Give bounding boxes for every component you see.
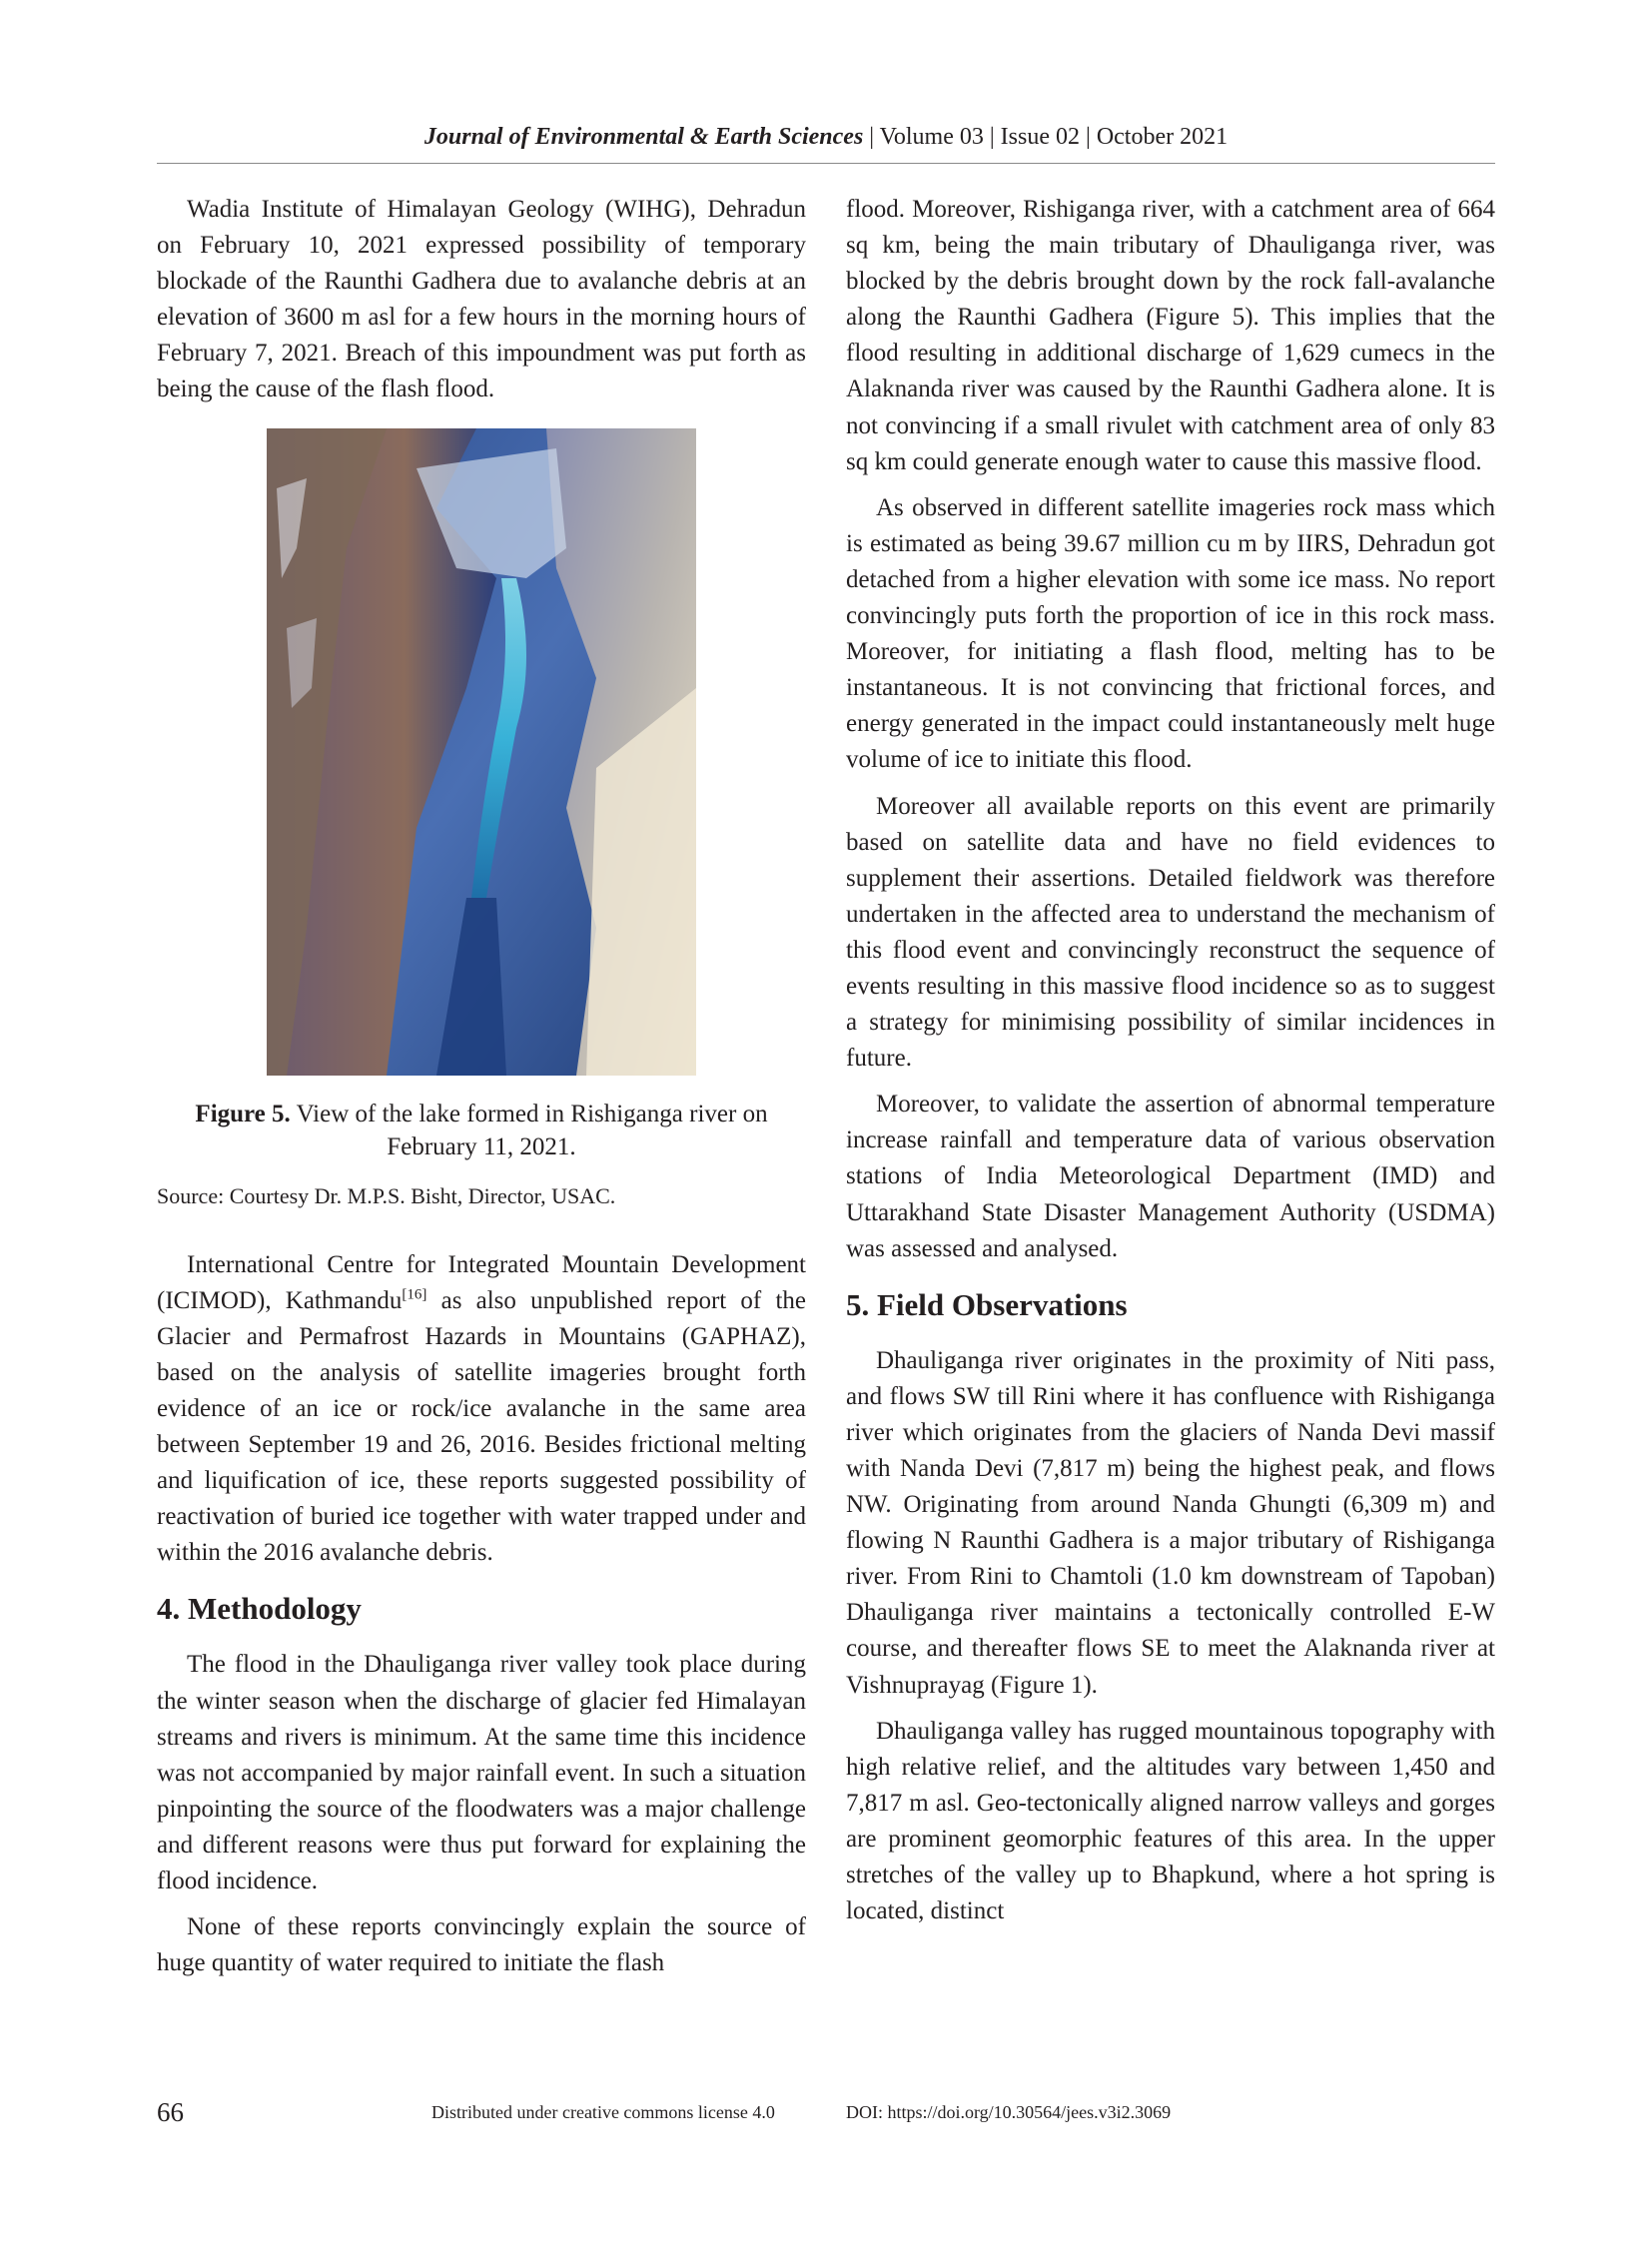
paragraph-valley: Dhauliganga valley has rugged mountainous topography with high relative relief, and the altitudes vary between 1,450 and 7,817 m asl. Geo-tectonically aligned narrow valleys and gorges are prominent geomorphic features of this area. In the upper stretches of the valley up to Bhapkund, where a hot spring is located, distinct bbox=[846, 1717, 1495, 1925]
paragraph-temperature: Moreover, to validate the assertion of abnormal temperature increase rainfall and temperature data of various observation stations of India Meteorological Department (IMD) and Uttarakhand State Disaster Management Authority (USDMA) was assessed and analysed. bbox=[846, 1091, 1495, 1262]
paragraph-icimod-rest: as also unpublished report of the Glacier and Permafrost Hazards in Mountains (GAPHAZ), based on the analysis of satellite imageries brought forth evidence of an ice or rock/ice avalanche in the same area between September 19 and 26, 2016. Besides frictional melting and liquification of ice, these reports suggested possibility of reactivation of buried ice together with water trapped under and within the 2016 avalanche debris. bbox=[157, 1286, 806, 1567]
page-number: 66 bbox=[157, 2097, 184, 2127]
paragraph-dhauliganga: Dhauliganga river originates in the proximity of Niti pass, and flows SW till Rini where it has confluence with Rishiganga river which originates from the glaciers of Nanda Devi massif with Nanda Devi (7,817 m) being the highest peak, and flows NW. Originating from around Nanda Ghungti (6,309 m) and flowing N Raunthi Gadhera is a major tributary of Rishiganga river. From Rini to Chamtoli (1.0 km downstream of Tapoban) Dhauliganga river maintains a tectonically controlled E-W course, and thereafter flows SE to meet the Alaknanda river at Vishnuprayag (Figure 1). bbox=[846, 1346, 1495, 1699]
figure-source: Source: Courtesy Dr. M.P.S. Bisht, Director, USAC. bbox=[157, 1182, 616, 1208]
issue-details: | Volume 03 | Issue 02 | October 2021 bbox=[863, 124, 1229, 150]
paragraph-reports: None of these reports convincingly explain the source of huge quantity of water required to initiate the flash bbox=[157, 1913, 806, 1977]
header-divider bbox=[157, 163, 1495, 164]
heading-methodology: 4. Methodology bbox=[157, 1591, 362, 1627]
left-column bbox=[157, 192, 806, 1991]
figure-caption-text: View of the lake formed in Rishiganga river on February 11, 2021. bbox=[290, 1100, 768, 1160]
doi-link[interactable]: DOI: https://doi.org/10.30564/jees.v3i2.3069 bbox=[846, 2102, 1172, 2122]
figure-caption bbox=[157, 1098, 806, 1163]
right-column bbox=[846, 192, 1495, 1939]
paragraph-icimod bbox=[157, 1247, 806, 1572]
paragraph-methodology: The flood in the Dhauliganga river valley took place during the winter season when the discharge of glacier fed Himalayan streams and rivers is minimum. At the same time this incidence was not accompanied by major rainfall event. In such a situation pinpointing the source of the floodwaters was a major challenge and different reasons were thus put forward for explaining the flood incidence. bbox=[157, 1651, 806, 1894]
journal-title: Journal of Environmental & Earth Sciences bbox=[423, 124, 864, 150]
paragraph-icimod-start: International Centre for Integrated Mountain Development (ICIMOD), Kathmandu bbox=[157, 1250, 806, 1314]
heading-field-observations: 5. Field Observations bbox=[846, 1286, 1128, 1322]
citation-16: [16] bbox=[402, 1286, 427, 1303]
paragraph-satellite: As observed in different satellite imageries rock mass which is estimated as being 39.67 million cu m by IIRS, Dehradun got detached from a higher elevation with some ice mass. No report convincingly puts forth the proportion of ice in this rock mass. Moreover, for initiating a flash flood, melting has to be instantaneous. It is not convincing that frictional forces, and energy generated in the impact could instantaneously melt huge volume of ice to initiate this flood. bbox=[846, 493, 1495, 774]
figure-5 bbox=[157, 428, 806, 1211]
paragraph-wihg: Wadia Institute of Himalayan Geology (WIHG), Dehradun on February 10, 2021 expressed possibility of temporary blockade of the Raunthi Gadhera due to avalanche debris at an elevation of 3600 m asl for a few hours in the morning hours of February 7, 2021. Breach of this impoundment was put forth as being the cause of the flash flood. bbox=[157, 196, 806, 403]
running-header bbox=[157, 122, 1495, 152]
lake-photo bbox=[267, 428, 696, 1076]
figure-label: Figure 5. bbox=[195, 1100, 291, 1127]
paragraph-fieldwork: Moreover all available reports on this event are primarily based on satellite data and have no field evidences to supplement their assertions. Detailed fieldwork was therefore undertaken in the affected area to understand the mechanism of this flood event and convincingly reconstruct the sequence of events resulting in this massive flood incidence so as to suggest a strategy for minimising possibility of similar incidences in future. bbox=[846, 792, 1495, 1073]
license-note: Distributed under creative commons license 4.0 bbox=[431, 2102, 775, 2122]
paragraph-flood-continued: flood. Moreover, Rishiganga river, with a catchment area of 664 sq km, being the main tributary of Dhauliganga river, was blocked by the debris brought down by the rock fall-avalanche along the Raunthi Gadhera (Figure 5). This implies that the flood resulting in additional discharge of 1,629 cumecs in the Alaknanda river was caused by the Raunthi Gadhera alone. It is not convincing if a small rivulet with catchment area of only 83 sq km could generate enough water to cause this massive flood. bbox=[846, 196, 1495, 475]
